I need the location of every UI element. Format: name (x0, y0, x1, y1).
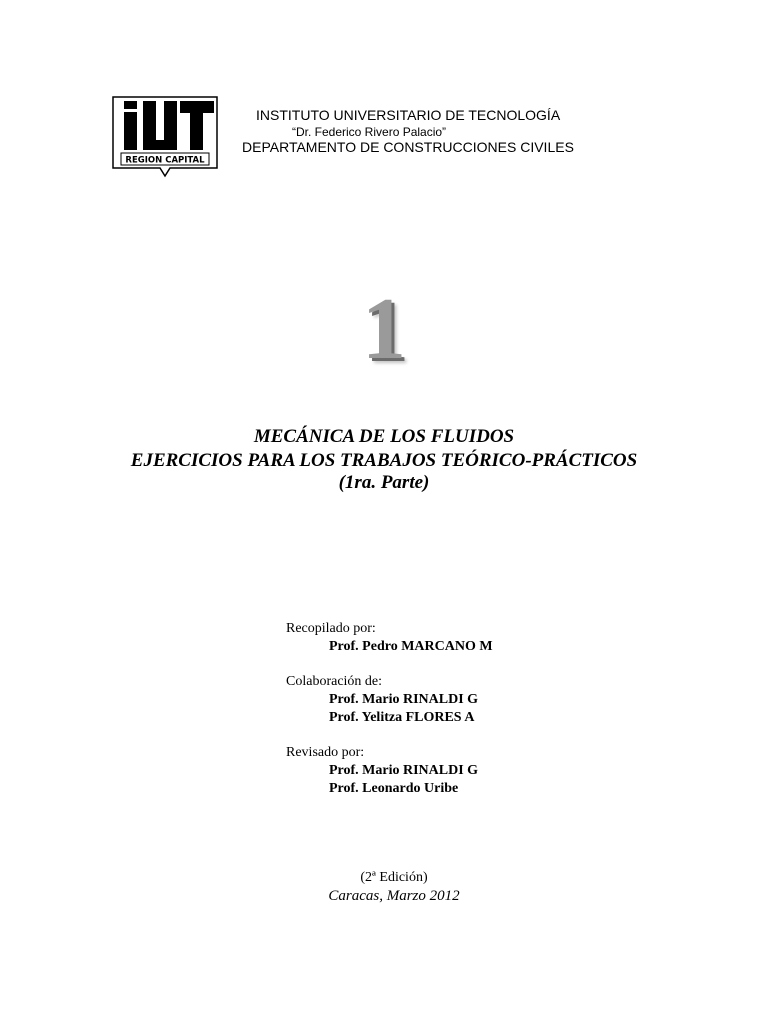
department-name: DEPARTAMENTO DE CONSTRUCCIONES CIVILES (242, 139, 574, 155)
iut-logo (112, 96, 218, 180)
document-title: MECÁNICA DE LOS FLUIDOS (253, 426, 515, 447)
institution-name: INSTITUTO UNIVERSITARIO DE TECNOLOGÍA (256, 107, 561, 123)
collaboration-label: Colaboración de: (286, 674, 383, 689)
volume-number: 1 (362, 281, 406, 378)
reviewer-name: Prof. Mario RINALDI G (329, 763, 479, 778)
place-date: Caracas, Marzo 2012 (328, 888, 460, 904)
reviewed-label: Revisado por: (286, 745, 365, 760)
compiled-label: Recopilado por: (286, 621, 376, 636)
document-subtitle: EJERCICIOS PARA LOS TRABAJOS TEÓRICO-PRÁCTICOS (130, 450, 638, 471)
logo-caption: REGION CAPITAL (125, 155, 205, 166)
institution-subtitle: “Dr. Federico Rivero Palacio” (292, 125, 447, 139)
reviewer-name: Prof. Leonardo Uribe (329, 781, 459, 796)
document-part: (1ra. Parte) (338, 472, 430, 493)
compiled-by-name: Prof. Pedro MARCANO M (329, 639, 493, 654)
collaborator-name: Prof. Mario RINALDI G (329, 692, 479, 707)
iut-logo-icon (112, 96, 218, 180)
edition: (2ª Edición) (360, 870, 428, 885)
collaborator-name: Prof. Yelitza FLORES A (329, 710, 475, 725)
